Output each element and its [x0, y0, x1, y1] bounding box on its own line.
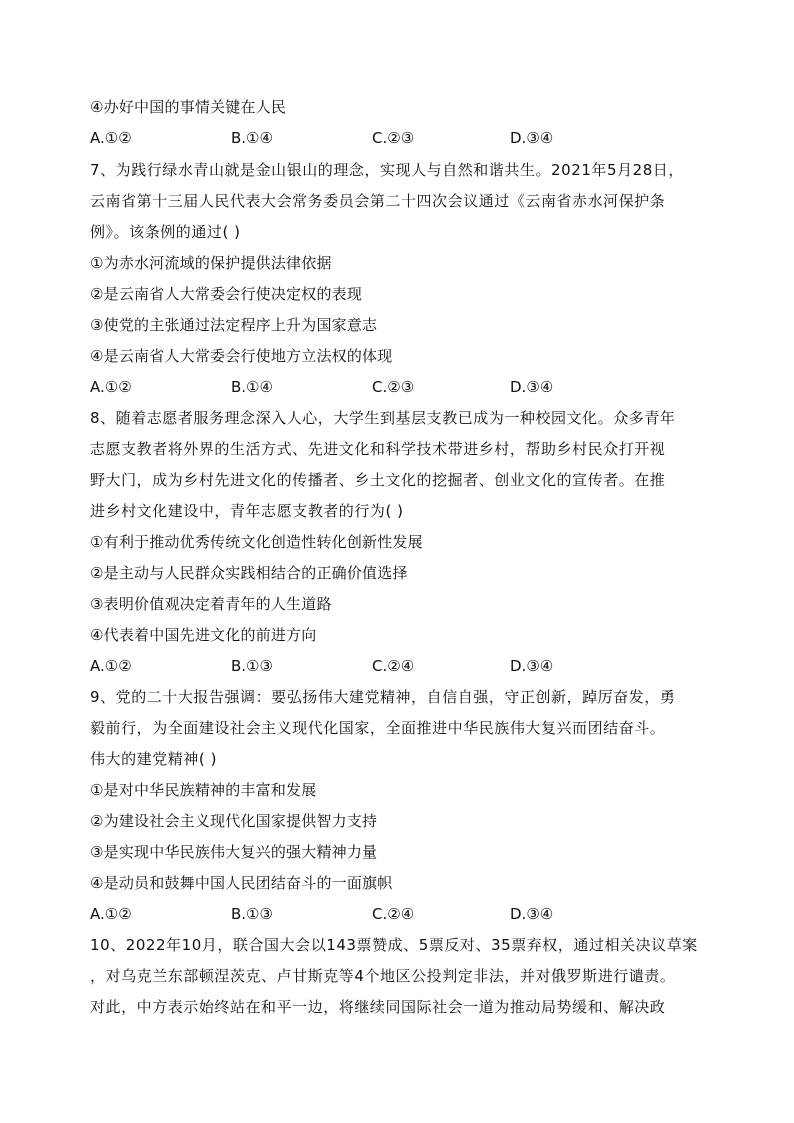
- q8-stem-line-2: 志愿支教者将外界的生活方式、先进文化和科学技术带进乡村，帮助乡村民众打开视: [90, 440, 666, 458]
- q9-stem-line-1: 9、党的二十大报告强调：要弘扬伟大建党精神，自信自强，守正创新，踔厉奋发，勇: [90, 688, 676, 706]
- q7-choice-c[interactable]: C.②③: [372, 378, 415, 396]
- q6-choice-d[interactable]: D.③④: [510, 129, 554, 147]
- q10-stem-line-3: 对此，中方表示始终站在和平一边，将继续同国际社会一道为推动局势缓和、解决政: [90, 998, 666, 1016]
- q7-stem-line-3: 例》。该条例的通过( ): [90, 223, 241, 241]
- q6-choice-c[interactable]: C.②③: [372, 129, 415, 147]
- q9-option-1: ①是对中华民族精神的丰富和发展: [90, 781, 317, 799]
- q9-choice-a[interactable]: A.①②: [90, 905, 132, 923]
- q8-option-1: ①有利于推动优秀传统文化创造性转化创新性发展: [90, 533, 423, 551]
- q8-choice-c[interactable]: C.②④: [372, 657, 415, 675]
- q9-option-3: ③是实现中华民族伟大复兴的强大精神力量: [90, 843, 378, 861]
- q8-stem-line-1: 8、随着志愿者服务理念深入人心，大学生到基层支教已成为一种校园文化。众多青年: [90, 409, 676, 427]
- q9-option-2: ②为建设社会主义现代化国家提供智力支持: [90, 812, 378, 830]
- q8-option-3: ③表明价值观决定着青年的人生道路: [90, 595, 332, 613]
- q8-choice-d[interactable]: D.③④: [510, 657, 554, 675]
- q6-choices: [90, 128, 710, 148]
- q7-option-4: ④是云南省人大常委会行使地方立法权的体现: [90, 347, 393, 365]
- q10-stem-line-1: 10、2022年10月，联合国大会以143票赞成、5票反对、35票弃权，通过相关决议草案: [90, 936, 698, 954]
- q7-choice-b[interactable]: B.①④: [231, 378, 273, 396]
- q9-choice-c[interactable]: C.②④: [372, 905, 415, 923]
- q8-choices: [90, 656, 710, 676]
- q8-stem-line-3: 野大门，成为乡村先进文化的传播者、乡土文化的挖掘者、创业文化的宣传者。在推: [90, 471, 666, 489]
- q7-stem-line-2: 云南省第十三届人民代表大会常务委员会第二十四次会议通过《云南省赤水河保护条: [90, 192, 666, 210]
- q7-choice-d[interactable]: D.③④: [510, 378, 554, 396]
- q6-choice-a[interactable]: A.①②: [90, 129, 132, 147]
- q9-option-4: ④是动员和鼓舞中国人民团结奋斗的一面旗帜: [90, 874, 393, 892]
- q8-choice-a[interactable]: A.①②: [90, 657, 132, 675]
- q9-choice-b[interactable]: B.①③: [231, 905, 273, 923]
- q9-stem-line-3: 伟大的建党精神( ): [90, 750, 217, 768]
- q9-choice-d[interactable]: D.③④: [510, 905, 554, 923]
- q8-stem-line-4: 进乡村文化建设中，青年志愿支教者的行为( ): [90, 502, 404, 520]
- q10-stem-line-2: ，对乌克兰东部顿涅茨克、卢甘斯克等4个地区公投判定非法，并对俄罗斯进行谴责。: [90, 967, 676, 985]
- q7-choices: [90, 377, 710, 397]
- q6-choice-b[interactable]: B.①④: [231, 129, 273, 147]
- q7-option-3: ③使党的主张通过法定程序上升为国家意志: [90, 316, 378, 334]
- q8-choice-b[interactable]: B.①③: [231, 657, 273, 675]
- q8-option-4: ④代表着中国先进文化的前进方向: [90, 626, 317, 644]
- q9-choices: [90, 904, 710, 924]
- q7-stem-line-1: 7、为践行绿水青山就是金山银山的理念，实现人与自然和谐共生。2021年5月28日，: [90, 161, 684, 179]
- q9-stem-line-2: 毅前行，为全面建设社会主义现代化国家，全面推进中华民族伟大复兴而团结奋斗。: [90, 719, 666, 737]
- q7-choice-a[interactable]: A.①②: [90, 378, 132, 396]
- q7-option-1: ①为赤水河流域的保护提供法律依据: [90, 254, 332, 272]
- q7-option-2: ②是云南省人大常委会行使决定权的表现: [90, 285, 363, 303]
- q8-option-2: ②是主动与人民群众实践相结合的正确价值选择: [90, 564, 408, 582]
- q6-option-4: ④办好中国的事情关键在人民: [90, 98, 287, 116]
